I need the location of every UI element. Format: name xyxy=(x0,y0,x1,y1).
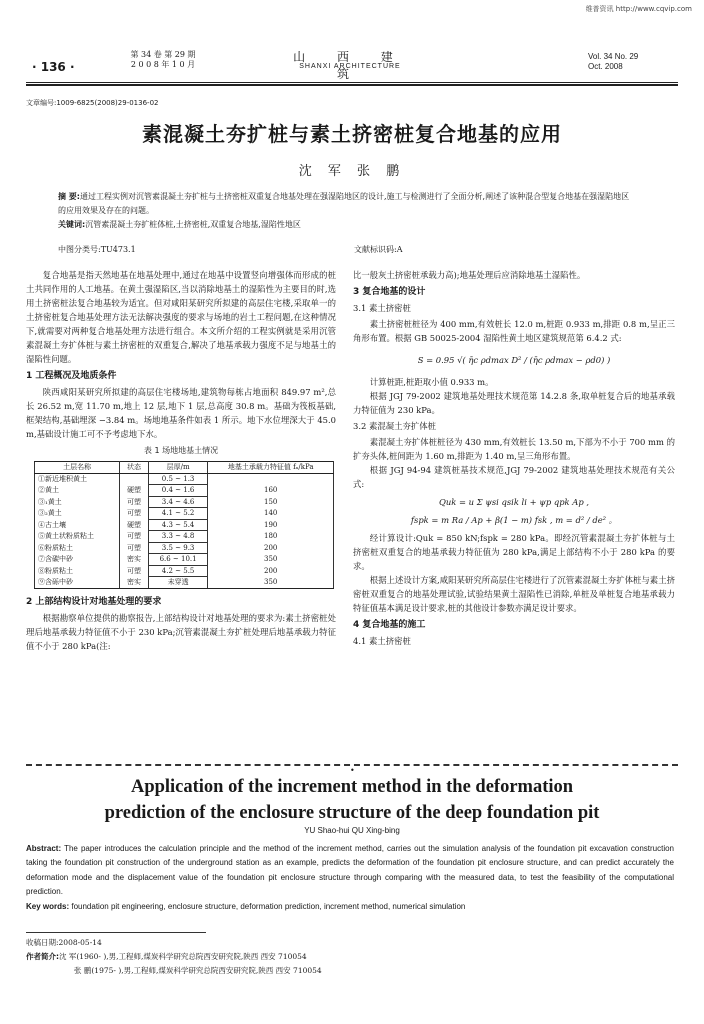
table-cell: 0.4 ~ 1.6 xyxy=(148,485,208,497)
table-cell: 180 xyxy=(208,531,334,543)
table-cell: ③₂黄土 xyxy=(35,508,120,520)
table-cell: 可塑 xyxy=(120,496,148,508)
table-cell: 190 xyxy=(208,519,334,531)
soil-table xyxy=(34,461,334,589)
section-3-2-text-3: 经计算设计:Quk = 850 kN;fspk = 280 kPa。即经沉管素混凝土夯扩体桩与土挤密桩双重复合的地基承载力特征值为 280 kPa,满足上部结构不小于 280 kPa 的要求。 xyxy=(353,533,675,571)
english-keywords xyxy=(26,900,674,914)
formula-composite: fspk = m Ra / Ap + β(1 − m) fsk , m = d² / de² 。 xyxy=(410,515,618,525)
section-3-1-heading: 3.1 素土挤密桩 xyxy=(353,303,411,313)
table-header-row xyxy=(35,462,334,474)
english-title xyxy=(0,774,704,826)
watermark: 维普资讯 http://www.cqvip.com xyxy=(585,5,692,13)
page-number: · 136 · xyxy=(32,60,75,74)
continued-text: 比一般灰土挤密桩承载力高);地基处理后应消除地基土湿陷性。 xyxy=(353,270,586,280)
section-1-text: 陕西咸阳某研究所拟建的高层住宅楼场地,建筑物每栋占地面积 849.97 m²,总长 26.52 m,宽 11.70 m,地上 12 层,地下 1 层,总高度 30.8 m。基础为筏板基础,框架结构,基础埋深 −3.84 m。场地地基条件如表 1 所示。地下水位埋深大于 45.0 m,基础设计施工可不予考虑地下水。 xyxy=(26,387,336,439)
table-body xyxy=(35,473,334,588)
section-4-heading: 4 复合地基的施工 xyxy=(353,620,426,630)
table-header: 状态 xyxy=(120,462,148,474)
table-header: 层厚/m xyxy=(148,462,208,474)
table-cell: 可塑 xyxy=(120,531,148,543)
section-2-heading: 2 上部结构设计对地基处理的要求 xyxy=(26,596,162,607)
table-cell: 0.5 ~ 1.3 xyxy=(148,473,208,485)
volume-en-line2: Oct. 2008 xyxy=(588,62,623,71)
left-column xyxy=(26,268,336,653)
table-row xyxy=(35,531,334,543)
table-cell: ⑨含砾中砂 xyxy=(35,577,120,589)
table-cell: 3.4 ~ 4.6 xyxy=(148,496,208,508)
volume-cn-line1: 第 34 卷 第 29 期 xyxy=(130,50,196,59)
table-cell: 6.6 ~ 10.1 xyxy=(148,554,208,566)
volume-cn xyxy=(118,50,208,70)
table-row xyxy=(35,565,334,577)
table-cell: ③₁黄土 xyxy=(35,496,120,508)
volume-cn-line2: 2 0 0 8 年 1 0 月 xyxy=(130,60,196,69)
table-cell: 4.1 ~ 5.2 xyxy=(148,508,208,520)
table-cell: 200 xyxy=(208,565,334,577)
table-row xyxy=(35,519,334,531)
table-cell: 未穿透 xyxy=(148,577,208,589)
table-cell: 160 xyxy=(208,485,334,497)
table-cell: ②黄土 xyxy=(35,485,120,497)
table-cell: 200 xyxy=(208,542,334,554)
table-cell: ⑧粉质粘土 xyxy=(35,565,120,577)
author-bio-1-text: 沈 军(1960- ),男,工程师,煤炭科学研究总院西安研究院,陕西 西安 710054 xyxy=(59,952,307,961)
table-cell: 3.5 ~ 9.3 xyxy=(148,542,208,554)
section-1-heading: 1 工程概况及地质条件 xyxy=(26,371,117,381)
table-cell: 密实 xyxy=(120,577,148,589)
section-3-heading: 3 复合地基的设计 xyxy=(353,287,426,297)
section-3-1-text-2: 计算桩距,桩距取小值 0.933 m。 xyxy=(369,377,494,387)
table-cell: 140 xyxy=(208,508,334,520)
keywords-label: 关键词: xyxy=(58,220,86,229)
author-bio-1 xyxy=(26,950,322,964)
formula-bearing-capacity: Quk = u Σ ψsi qsik li + ψp qpk Ap , xyxy=(438,497,590,507)
table-cell: ⑤黄土状粉质粘土 xyxy=(35,531,120,543)
header-rule-thick xyxy=(26,84,678,86)
table-cell: 硬塑 xyxy=(120,519,148,531)
abstract-block xyxy=(58,190,634,232)
document-code: 文献标识码:A xyxy=(354,245,403,254)
footnote-rule xyxy=(26,932,206,933)
section-4-1-heading: 4.1 素土挤密桩 xyxy=(353,636,411,646)
section-3-2-text: 素混凝土夯扩体桩桩径为 430 mm,有效桩长 13.50 m,下部为不小于 700 mm 的扩夯头体,桩间距为 1.60 m,排距为 1.40 m,呈三角形布置。 xyxy=(353,437,675,461)
table-cell: 350 xyxy=(208,554,334,566)
author-bio-label: 作者简介: xyxy=(26,952,59,961)
table-cell: 3.3 ~ 4.8 xyxy=(148,531,208,543)
paper-title: 素混凝土夯扩桩与素土挤密桩复合地基的应用 xyxy=(142,122,562,146)
section-3-1-text: 素土挤密桩桩径为 400 mm,有效桩长 12.0 m,桩距 0.933 m,排距 0.8 m,呈正三角形布置。根据 GB 50025-2004 湿陷性黄土地区建筑规范第 6.4.2 式: xyxy=(353,319,675,343)
table-row xyxy=(35,485,334,497)
table-row xyxy=(35,554,334,566)
keywords xyxy=(58,218,634,232)
table-cell: 密实 xyxy=(120,554,148,566)
english-keywords-text: foundation pit engineering, enclosure structure, deformation prediction, increment method, numerical simulation xyxy=(71,901,466,911)
table-cell: 可塑 xyxy=(120,542,148,554)
keywords-text: 沉管素混凝土夯扩桩体桩,土挤密桩,双重复合地基,湿陷性地区 xyxy=(85,220,301,229)
section-3-2-text-4: 根据上述设计方案,咸阳某研究所高层住宅楼进行了沉管素混凝土夯扩体桩与素土挤密桩双重复合的地基处理试验,试验结果黄土湿陷性已消除,单桩及单桩复合地基承载力特征值基本满足设计要求,桩的其他设计参数亦满足设计要求。 xyxy=(353,575,675,613)
table-row xyxy=(35,508,334,520)
table-header: 地基土承载力特征值 fₐ/kPa xyxy=(208,462,334,474)
author-bio-2: 张 鹏(1975- ),男,工程师,煤炭科学研究总院西安研究院,陕西 西安 710054 xyxy=(74,966,322,975)
received-date: 收稿日期:2008-05-14 xyxy=(26,938,102,947)
section-3-1-text-3: 根据 JGJ 79-2002 建筑地基处理技术规范第 14.2.8 条,取单桩复合后的地基承载力特征值为 230 kPa。 xyxy=(353,391,675,415)
table-cell: 4.2 ~ 5.5 xyxy=(148,565,208,577)
authors: 沈 军 张 鹏 xyxy=(298,164,406,179)
table-row xyxy=(35,496,334,508)
table-cell: ①新近堆积黄土 xyxy=(35,473,120,485)
classification-number: 中图分类号:TU473.1 xyxy=(58,245,136,254)
table-row xyxy=(35,473,334,485)
table-cell xyxy=(120,473,148,485)
table-cell: ④古土壤 xyxy=(35,519,120,531)
english-abstract-label: Abstract: xyxy=(26,844,62,853)
table-1-caption: 表 1 场地地基土情况 xyxy=(143,446,219,455)
english-title-line1: Application of the increment method in the deformation xyxy=(130,777,574,797)
english-abstract-text: The paper introduces the calculation principle and the method of the increment method, carries out the simulation analysis of the foundation pit excavation construction taking the foundation pit construction of the underground station as an example, predicts the deformation of the foundation pit enclosure structure, and can predict accurately the deformation mode and the displacement value of the foundation pit enclosure structure through comparing with the measured data, to test the feasibility of the computational prediction. xyxy=(26,844,675,897)
footnote xyxy=(26,936,322,978)
intro-paragraph: 复合地基是指天然地基在地基处理中,通过在地基中设置竖向增强体而形成的桩土共同作用的人工地基。在黄土强湿陷区,当以消除地基土的湿陷性为主要目的时,选用土挤密桩法复合地基较为适宜。但对咸阳某研究所拟建的高层住宅楼,采取单一的土挤密桩复合地基处理方法无法解决强度的要求与场地的岩土工程问题,在这种情况下,就需要对两种复合地基处理方法进行组合。本文所介绍的工程实例就是采用沉管素混凝土夯扩体桩与素土挤密桩的双重复合,解决了地基承载力强度不足与地基土的湿陷性问题。 xyxy=(26,270,336,364)
english-title-line2: prediction of the enclosure structure of the deep foundation pit xyxy=(104,803,600,823)
table-cell: 350 xyxy=(208,577,334,589)
volume-en xyxy=(588,52,638,72)
right-column xyxy=(353,268,675,650)
table-cell: 4.3 ~ 5.4 xyxy=(148,519,208,531)
abstract xyxy=(58,190,634,218)
journal-name-cn: 山 西 建 筑 xyxy=(293,50,407,81)
journal-name-en: SHANXI ARCHITECTURE xyxy=(299,63,401,70)
volume-en-line1: Vol. 34 No. 29 xyxy=(588,52,639,61)
table-cell: ⑦含碳中砂 xyxy=(35,554,120,566)
header-rule xyxy=(26,82,678,83)
table-header: 土层名称 xyxy=(35,462,120,474)
formula-pile-spacing: S = 0.95 √( η̄c ρdmax D² / (η̄c ρdmax − ρd0) ) xyxy=(417,355,611,365)
abstract-text: 通过工程实例对沉管素混凝土夯扩桩与土挤密桩双重复合地基处理在强湿陷地区的设计,施工与检测进行了全面分析,阐述了该种混合型复合地基在强湿陷地区的应用效果及存在的问题。 xyxy=(58,192,630,215)
table-cell: ⑥粉质粘土 xyxy=(35,542,120,554)
table-cell: 150 xyxy=(208,496,334,508)
separator-dot: • xyxy=(350,766,355,775)
section-3-2-heading: 3.2 素混凝土夯扩体桩 xyxy=(353,421,436,431)
article-number: 文章编号:1009-6825(2008)29-0136-02 xyxy=(26,99,159,107)
table-cell: 可塑 xyxy=(120,565,148,577)
abstract-label: 摘 要: xyxy=(58,192,80,201)
section-2-text: 根据勘察单位提供的勘察报告,上部结构设计对地基处理的要求为:素土挤密桩处理后地基承载力特征值不小于 230 kPa;沉管素混凝土夯扩桩处理后地基承载力特征值不小于 280 kPa(注: xyxy=(26,612,336,651)
english-authors: YU Shao-hui QU Xing-bing xyxy=(304,826,400,835)
table-cell xyxy=(208,473,334,485)
english-abstract xyxy=(26,842,674,900)
table-cell: 可塑 xyxy=(120,508,148,520)
table-cell: 硬塑 xyxy=(120,485,148,497)
english-abstract-block xyxy=(26,842,674,914)
table-row xyxy=(35,577,334,589)
english-keywords-label: Key words: xyxy=(26,901,70,911)
section-3-2-text-2: 根据 JGJ 94-94 建筑桩基技术规范,JGJ 79-2002 建筑地基处理技术规范有关公式: xyxy=(353,465,675,489)
table-row xyxy=(35,542,334,554)
